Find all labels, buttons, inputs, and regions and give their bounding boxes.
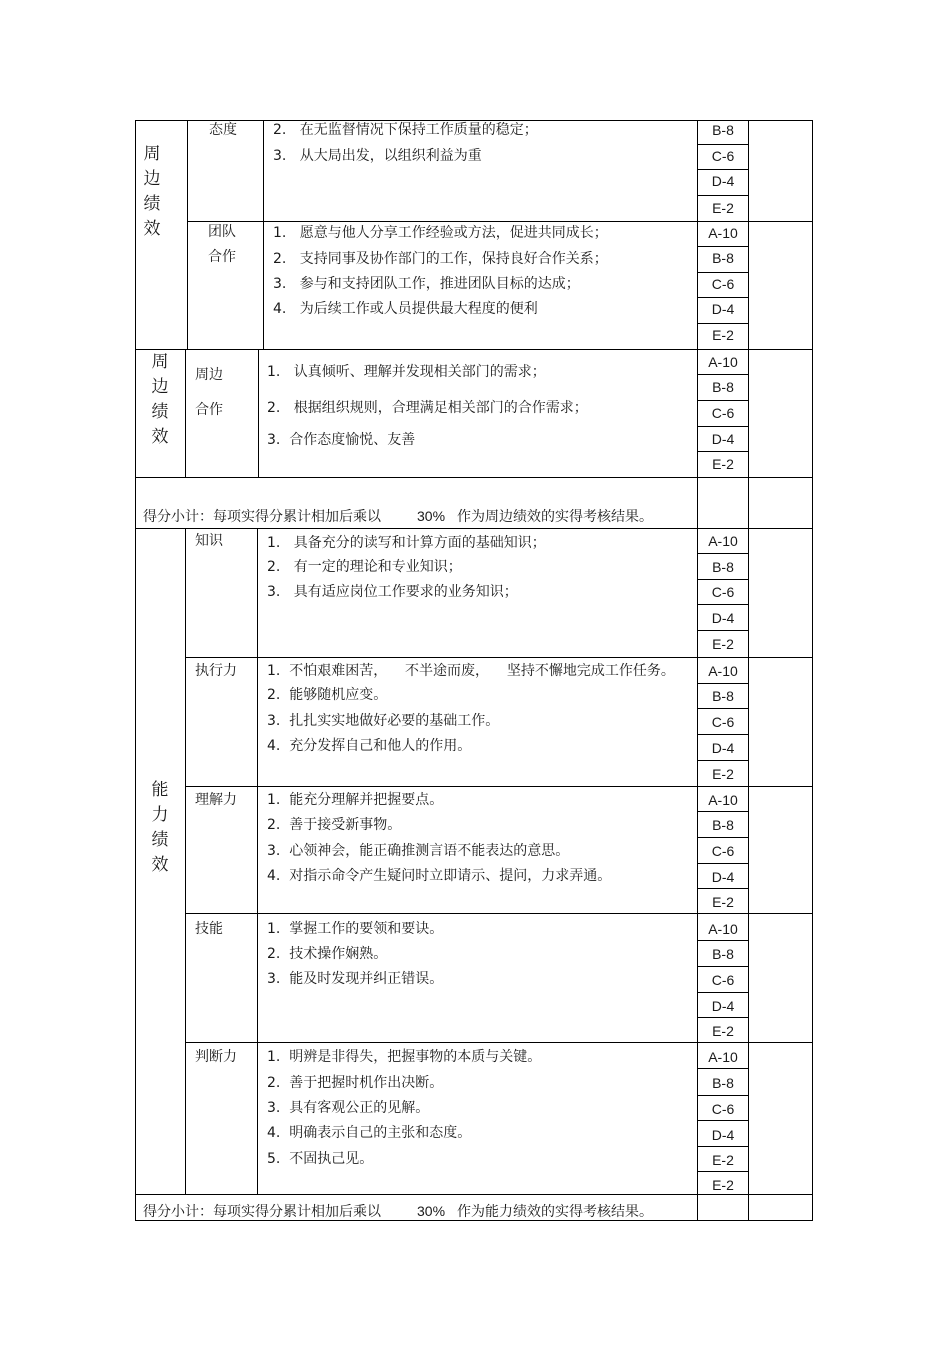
grade-option: A-10 xyxy=(708,533,738,549)
judgment-item: 3. 具有客观公正的见解。 xyxy=(267,1100,430,1116)
criterion-knowledge: 知识 xyxy=(195,533,223,549)
subtotal-ability: 得分小计：每项实得分累计相加后乘以 30% 作为能力绩效的实得考核结果。 xyxy=(143,1203,654,1220)
skill-item: 3. 能及时发现并纠正错误。 xyxy=(267,971,444,987)
grade-option: C-6 xyxy=(711,714,735,730)
grade-option: D-4 xyxy=(711,301,735,317)
judgment-item: 5. 不固执己见。 xyxy=(267,1151,374,1167)
grade-option: B-8 xyxy=(712,379,734,395)
grade-option: D-4 xyxy=(711,740,735,756)
cooperation-item: 3. 合作态度愉悦、友善 xyxy=(267,432,416,448)
grade-option: C-6 xyxy=(711,1101,735,1117)
grade-option: C-6 xyxy=(711,405,735,421)
grade-option: B-8 xyxy=(712,946,734,962)
knowledge-item: 3. 具有适应岗位工作要求的业务知识； xyxy=(267,584,518,600)
grade-option: B-8 xyxy=(712,122,734,138)
judgment-item: 4. 明确表示自己的主张和态度。 xyxy=(267,1125,472,1141)
criterion-skill: 技能 xyxy=(195,921,223,937)
grade-option: E-2 xyxy=(712,1177,734,1193)
grade-option: B-8 xyxy=(712,688,734,704)
grade-option: D-4 xyxy=(711,1127,735,1143)
execution-item: 2. 能够随机应变。 xyxy=(267,687,388,703)
criterion-judgment: 判断力 xyxy=(195,1049,237,1065)
criterion-teamwork: 团队 合作 xyxy=(208,224,236,265)
criterion-comprehension: 理解力 xyxy=(195,792,237,808)
grade-option: A-10 xyxy=(708,792,738,808)
comprehension-item: 4. 对指示命令产生疑问时立即请示、提问，力求弄通。 xyxy=(267,868,612,884)
grade-option: D-4 xyxy=(711,998,735,1014)
teamwork-item: 3. 参与和支持团队工作，推进团队目标的达成； xyxy=(273,276,580,292)
comprehension-item: 1. 能充分理解并把握要点。 xyxy=(267,792,444,808)
grade-option: E-2 xyxy=(712,766,734,782)
grade-option: D-4 xyxy=(711,869,735,885)
cooperation-item: 1. 认真倾听、理解并发现相关部门的需求； xyxy=(267,364,546,380)
grade-option: A-10 xyxy=(708,1049,738,1065)
grade-option: E-2 xyxy=(712,894,734,910)
category-ability-performance: 能 力 绩 效 xyxy=(151,780,169,875)
grade-option: B-8 xyxy=(712,559,734,575)
grade-option: D-4 xyxy=(711,431,735,447)
subtotal-peripheral: 得分小计：每项实得分累计相加后乘以 30% 作为周边绩效的实得考核结果。 xyxy=(143,508,654,525)
category-peripheral-performance: 周 边 绩 效 xyxy=(151,352,169,447)
comprehension-item: 2. 善于接受新事物。 xyxy=(267,817,402,833)
grade-option: B-8 xyxy=(712,817,734,833)
knowledge-item: 2. 有一定的理论和专业知识； xyxy=(267,559,462,575)
skill-item: 1. 掌握工作的要领和要诀。 xyxy=(267,921,444,937)
skill-item: 2. 技术操作娴熟。 xyxy=(267,946,388,962)
teamwork-item: 1. 愿意与他人分享工作经验或方法，促进共同成长； xyxy=(273,225,608,241)
grade-option: A-10 xyxy=(708,921,738,937)
grade-option: C-6 xyxy=(711,148,735,164)
execution-item: 1. 不怕艰难困苦， 不半途而废， 坚持不懈地完成工作任务。 xyxy=(267,663,675,679)
grade-option: A-10 xyxy=(708,663,738,679)
attitude-item: 2. 在无监督情况下保持工作质量的稳定； xyxy=(273,122,538,138)
teamwork-item: 2. 支持同事及协作部门的工作，保持良好合作关系； xyxy=(273,251,608,267)
grade-option: C-6 xyxy=(711,276,735,292)
grade-option: E-2 xyxy=(712,456,734,472)
attitude-item: 3. 从大局出发，以组织利益为重 xyxy=(273,148,482,164)
grade-option: B-8 xyxy=(712,1075,734,1091)
execution-item: 3. 扎扎实实地做好必要的基础工作。 xyxy=(267,713,500,729)
criterion-attitude: 态度 xyxy=(209,122,237,138)
teamwork-item: 4. 为后续工作或人员提供最大程度的便利 xyxy=(273,301,538,317)
grade-option: C-6 xyxy=(711,972,735,988)
grade-option: D-4 xyxy=(711,173,735,189)
grade-option: A-10 xyxy=(708,225,738,241)
grade-option: E-2 xyxy=(712,200,734,216)
grade-option: E-2 xyxy=(712,327,734,343)
judgment-item: 1. 明辨是非得失，把握事物的本质与关键。 xyxy=(267,1049,542,1065)
grade-option: B-8 xyxy=(712,250,734,266)
category-peripheral-performance: 周 边 绩 效 xyxy=(143,144,161,239)
comprehension-item: 3. 心领神会，能正确推测言语不能表达的意思。 xyxy=(267,843,570,859)
grade-option: E-2 xyxy=(712,1152,734,1168)
grade-option: C-6 xyxy=(711,843,735,859)
criterion-peripheral-cooperation: 周边 合作 xyxy=(195,367,223,418)
cooperation-item: 2. 根据组织规则，合理满足相关部门的合作需求； xyxy=(267,400,588,416)
grade-option: A-10 xyxy=(708,354,738,370)
judgment-item: 2. 善于把握时机作出决断。 xyxy=(267,1075,444,1091)
execution-item: 4. 充分发挥自己和他人的作用。 xyxy=(267,738,472,754)
grade-option: E-2 xyxy=(712,1023,734,1039)
grade-option: C-6 xyxy=(711,584,735,600)
grade-option: E-2 xyxy=(712,636,734,652)
criterion-execution: 执行力 xyxy=(195,663,237,679)
grade-option: D-4 xyxy=(711,610,735,626)
knowledge-item: 1. 具备充分的读写和计算方面的基础知识； xyxy=(267,535,546,551)
